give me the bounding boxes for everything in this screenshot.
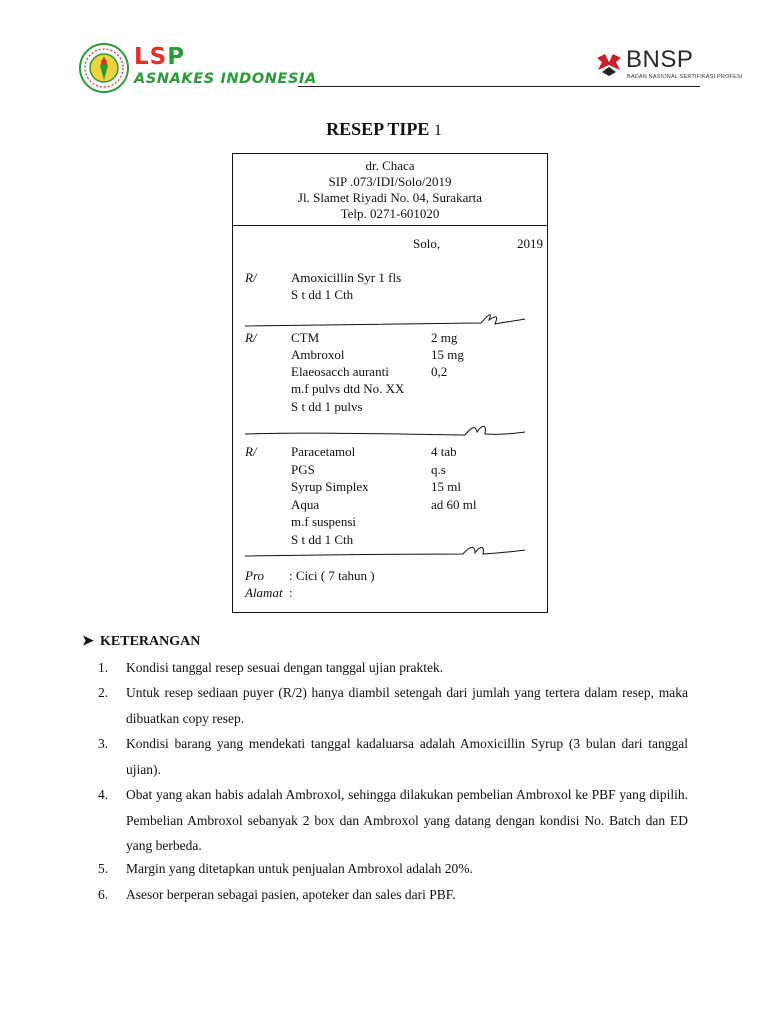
patient-value: : Cici ( 7 tahun ) <box>289 568 375 583</box>
recipe-3-amount-3: 15 ml <box>431 479 461 494</box>
doctor-phone: Telp. 0271-601020 <box>340 206 440 221</box>
page-title <box>0 119 768 140</box>
notes-heading: ➤ KETERANGAN <box>82 634 201 649</box>
recipe-3-item-5: m.f suspensi <box>291 514 356 529</box>
prescription-box <box>232 153 548 613</box>
doctor-sip: SIP .073/IDI/Solo/2019 <box>328 174 452 189</box>
recipe-3-item-1: Paracetamol <box>291 444 356 459</box>
recipe-2-item-2: Ambroxol <box>291 347 345 362</box>
header-rule <box>298 86 700 87</box>
lsp-logo-accent: P <box>167 44 186 70</box>
recipe-3-item-3: Syrup Simplex <box>291 479 369 494</box>
note-item: 5. Margin yang ditetapkan untuk penjualan Ambroxol adalah 20%. <box>98 861 473 876</box>
title-number: 1 <box>433 122 442 139</box>
note-item: 4. Obat yang akan habis adalah Ambroxol, sehingga dilakukan pembelian Ambroxol ke PBF yang dipilih. Pembelian Ambroxol sebanyak 2 box dan Ambroxol yang datang dengan kondisi No. Batch dan ED yang berbeda. <box>98 787 688 853</box>
title-main: RESEP TIPE <box>326 119 430 139</box>
recipe-3-item-6: S t dd 1 Cth <box>291 532 354 547</box>
lsp-seal-icon <box>78 42 130 94</box>
arrow-bullet-icon: ➤ <box>82 634 94 649</box>
patient-label: Pro <box>245 568 265 583</box>
recipe-3-amount-4: ad 60 ml <box>431 497 477 512</box>
doctor-address: Jl. Slamet Riyadi No. 04, Surakarta <box>297 190 483 205</box>
doctor-header <box>233 158 547 222</box>
recipe-3-item-2: PGS <box>291 462 315 477</box>
doctor-name: dr. Chaca <box>365 158 415 173</box>
note-item: 1. Kondisi tanggal resep sesuai dengan tanggal ujian praktek. <box>98 660 444 675</box>
recipe-2-amount-1: 2 mg <box>431 330 458 345</box>
recipe-1-closing-line <box>243 312 523 336</box>
recipe-1-line-1: Amoxicillin Syr 1 fls <box>291 270 402 285</box>
prescription-year: 2019 <box>517 236 543 251</box>
recipe-2-item-4: m.f pulvs dtd No. XX <box>291 381 405 396</box>
recipe-3-amount-1: 4 tab <box>431 444 457 459</box>
bnsp-subtitle: BADAN NASIONAL SERTIFIKASI PROFESI <box>627 74 743 80</box>
recipe-2-symbol: R/ <box>245 330 257 345</box>
recipe-2-item-3: Elaeosacch auranti <box>291 364 389 379</box>
recipe-2-amount-2: 15 mg <box>431 347 464 362</box>
asnakes-logo-text: ASNAKES INDONESIA <box>134 71 317 87</box>
address-value: : <box>289 585 293 600</box>
bnsp-garuda-icon <box>594 48 624 78</box>
recipe-3-item-4: Aqua <box>291 497 320 512</box>
bnsp-logo-text: BNSP <box>626 46 694 73</box>
recipe-2-item-1: CTM <box>291 330 320 345</box>
lsp-logo-text: LSP <box>134 44 186 70</box>
recipe-3-symbol: R/ <box>245 444 257 459</box>
address-label: Alamat <box>245 585 283 600</box>
note-item: 2. Untuk resep sediaan puyer (R/2) hanya diambil setengah dari jumlah yang tertera dalam resep, maka dibuatkan copy resep. <box>98 685 688 726</box>
recipe-2-closing-line <box>243 422 523 446</box>
header-separator <box>233 225 547 226</box>
recipe-2-amount-3: 0,2 <box>431 364 448 379</box>
recipe-3-closing-line <box>243 544 523 568</box>
recipe-1-line-2: S t dd 1 Cth <box>291 287 354 302</box>
prescription-place: Solo, <box>413 236 441 251</box>
note-item: 3. Kondisi barang yang mendekati tanggal kadaluarsa adalah Amoxicillin Syrup (3 bulan dari tanggal ujian). <box>98 736 688 777</box>
recipe-3-amount-2: q.s <box>431 462 446 477</box>
recipe-1-symbol: R/ <box>245 270 257 285</box>
recipe-2-item-5: S t dd 1 pulvs <box>291 399 363 414</box>
note-item: 6. Asesor berperan sebagai pasien, apoteker dan sales dari PBF. <box>98 887 456 902</box>
